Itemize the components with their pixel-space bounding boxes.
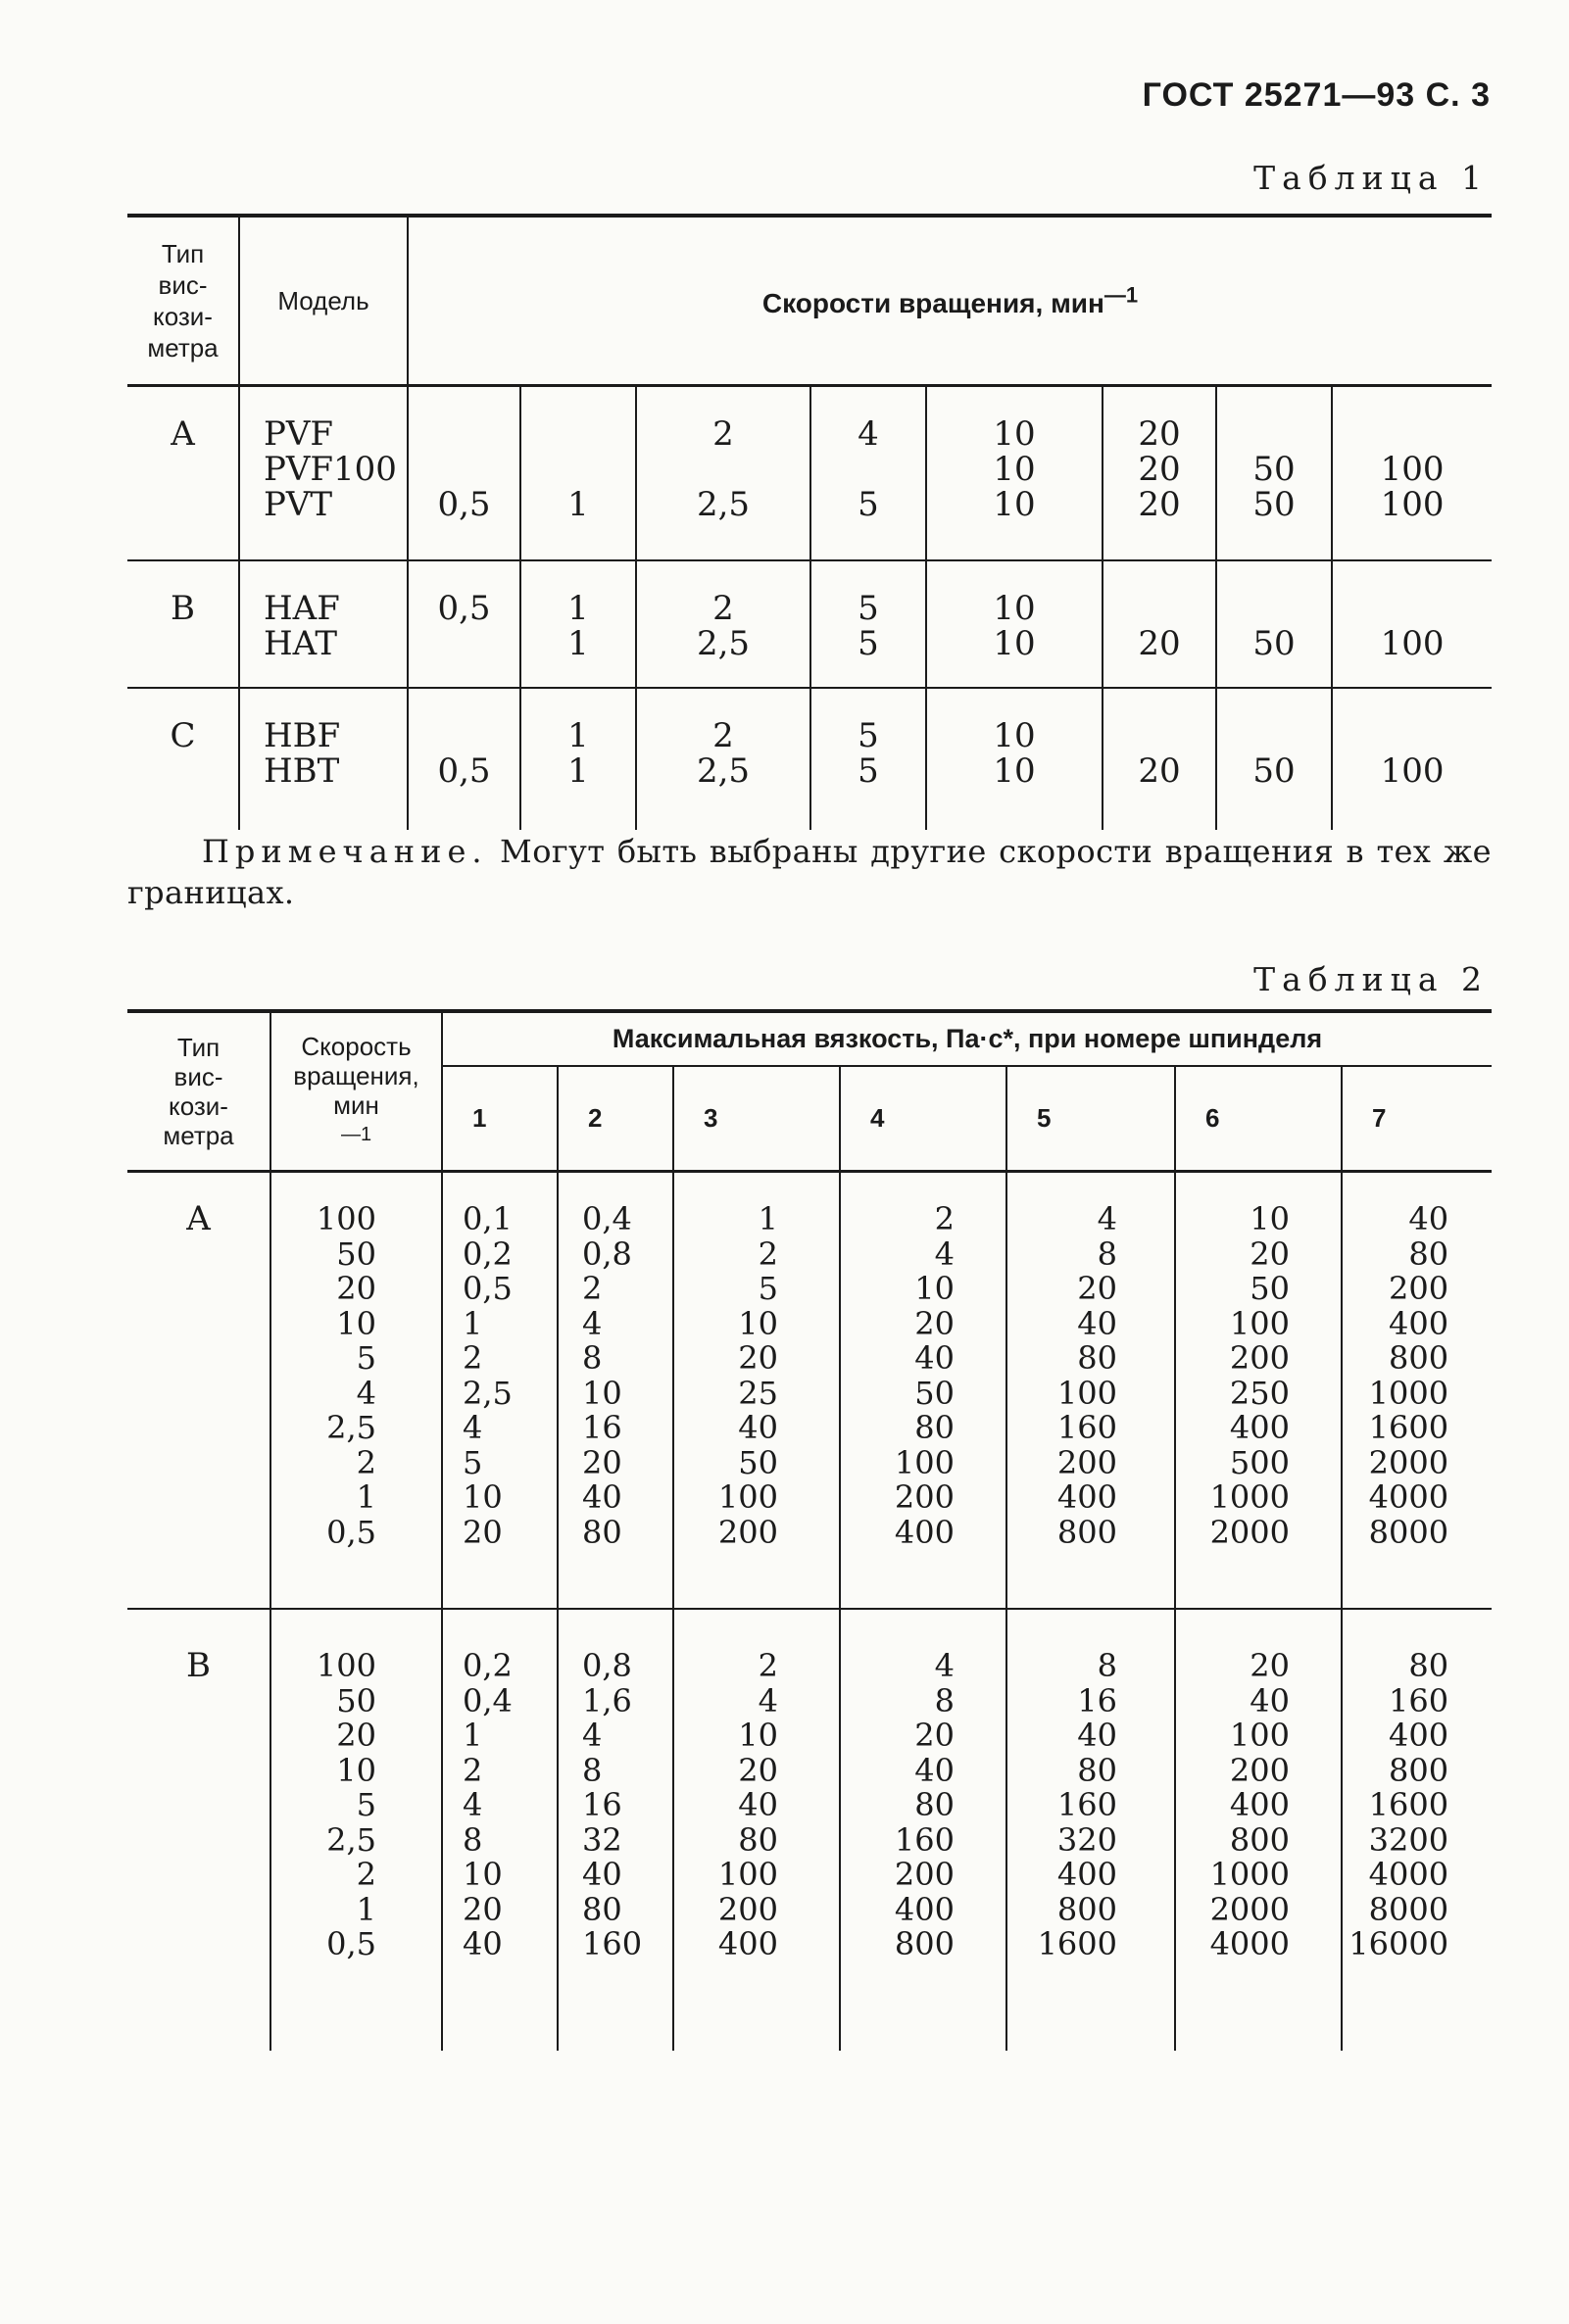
table1-value-cell: 50: [1216, 688, 1332, 830]
table2: [127, 1009, 1492, 2051]
table2-value-cell: 20 40 100 200 400 800 1000 2000 4000: [1175, 1609, 1342, 2051]
table1-type-cell: А: [127, 386, 239, 561]
table2-spindle-header: 5: [1006, 1066, 1175, 1172]
table1-value-cell: 100: [1332, 560, 1492, 688]
table1: [127, 214, 1492, 830]
table2-value-cell: 40 80 200 400 800 1000 1600 2000 4000 8000: [1342, 1172, 1492, 1610]
table2-value-cell: 8 16 40 80 160 320 400 800 1600: [1006, 1609, 1175, 2051]
table1-value-cell: 20: [1103, 560, 1216, 688]
table1-value-cell: 0,5: [408, 386, 520, 561]
table1-value-cell: 20 20 20: [1103, 386, 1216, 561]
table1-value-cell: 100: [1380, 751, 1445, 791]
table2-value-cell: 0,2 0,4 1 2 4 8 10 20 40: [442, 1609, 558, 2051]
table1-value-cell: 100 100: [1332, 386, 1492, 561]
table1-value-cell: 10 10 10: [926, 386, 1103, 561]
table2-value-cell: 80 160 400 800 1600 3200 4000 8000 16000: [1348, 1647, 1449, 1962]
table2-spindle-header: 7: [1342, 1066, 1492, 1172]
table1-model-cell: HAF HAT: [239, 560, 408, 688]
table1-value-cell: 5 5: [810, 560, 926, 688]
note-lead: Примечание.: [202, 833, 488, 870]
table2-spindle-header: 6: [1175, 1066, 1342, 1172]
table1-row-group-c: [127, 688, 1492, 830]
table2-spindle-header: 1: [442, 1066, 558, 1172]
table2-value-cell: 2 4 10 20 40 80 100 200 400: [673, 1609, 840, 2051]
table1-value-cell: 4 5: [810, 386, 926, 561]
table2-value-cell: 1 2 5 10 20 25 40 50 100 200: [673, 1172, 840, 1610]
page-header: ГОСТ 25271—93 С. 3: [1142, 76, 1491, 114]
table1-note: [127, 831, 1492, 913]
table1-value-cell: 0,5: [408, 688, 520, 830]
table2-value-cell: 0,8 1,6 4 8 16 32 40 80 160: [558, 1609, 673, 2051]
table2-speed-cell: 100 50 20 10 5 4 2,5 2 1 0,5: [270, 1172, 442, 1610]
table1-value-cell: 10 10: [926, 688, 1103, 830]
table1-value-cell: 2 2,5: [636, 560, 810, 688]
table1-value-cell: 1: [520, 386, 636, 561]
table2-type-cell: А: [127, 1172, 270, 1610]
table2-row-group-a: [127, 1172, 1492, 1610]
table1-row-group-b: [127, 560, 1492, 688]
table2-value-cell: 4 8 20 40 80 100 160 200 400 800: [1006, 1172, 1175, 1610]
table2-type-cell: В: [127, 1609, 270, 2051]
table1-value-cell: 20: [1103, 688, 1216, 830]
table2-value-cell: 10 20 50 100 200 250 400 500 1000 2000: [1175, 1172, 1342, 1610]
table1-model-cell: HBF HBT: [239, 688, 408, 830]
table1-value-cell: 5 5: [810, 688, 926, 830]
table1-header-speeds: Скорости вращения, мин$^{—1}$: [408, 216, 1492, 386]
table1-model-cell: PVF PVF100 PVT: [239, 386, 408, 561]
table1-value-cell: 1 1: [520, 560, 636, 688]
note-text: Могут быть выбраны другие скорости вращения в тех же границах.: [127, 833, 1492, 911]
table2-spindle-header: 2: [558, 1066, 673, 1172]
table2-speed-cell: 100 50 20 10 5 2,5 2 1 0,5: [270, 1609, 442, 2051]
table1-type-cell: В: [127, 560, 239, 688]
table1-header-type: Тип вис- кози- метра: [127, 216, 239, 386]
table2-row-group-b: [127, 1609, 1492, 2051]
table2-header-type: Тип вис- кози- метра: [127, 1011, 270, 1172]
table1-value-cell: 1 1: [520, 688, 636, 830]
table2-spindle-header: 3: [673, 1066, 840, 1172]
table2-value-cell: 4 8 20 40 80 160 200 400 800: [840, 1609, 1006, 2051]
table2-header-row: [127, 1011, 1492, 1066]
table1-value-cell: 10 10: [926, 560, 1103, 688]
table2-spindle-header: 4: [840, 1066, 1006, 1172]
table2-value-cell: 2 4 10 20 40 50 80 100 200 400: [840, 1172, 1006, 1610]
table2-caption: Таблица 2: [1253, 960, 1489, 998]
table1-header-model: Модель: [239, 216, 408, 386]
table2-header-max-viscosity: Максимальная вязкость, Па·с*, при номере шпинделя: [442, 1011, 1492, 1066]
table2-value-cell: 0,4 0,8 2 4 8 10 16 20 40 80: [558, 1172, 673, 1610]
table1-value-cell: 50 50: [1216, 386, 1332, 561]
table1-row-group-a: [127, 386, 1492, 561]
table1-value-cell: 2 2,5: [636, 386, 810, 561]
table1-value-cell: 2 2,5: [636, 688, 810, 830]
table1-value-cell: 0,5: [408, 560, 520, 688]
table1-header-row: [127, 216, 1492, 386]
table1-type-cell: С: [127, 688, 239, 830]
table2-header-speed: Скорость вращения, мин —1: [270, 1011, 442, 1172]
table1-caption: Таблица 1: [1253, 159, 1489, 197]
table2-value-cell: 0,1 0,2 0,5 1 2 2,5 4 5 10 20: [442, 1172, 558, 1610]
table1-value-cell: 50: [1216, 560, 1332, 688]
